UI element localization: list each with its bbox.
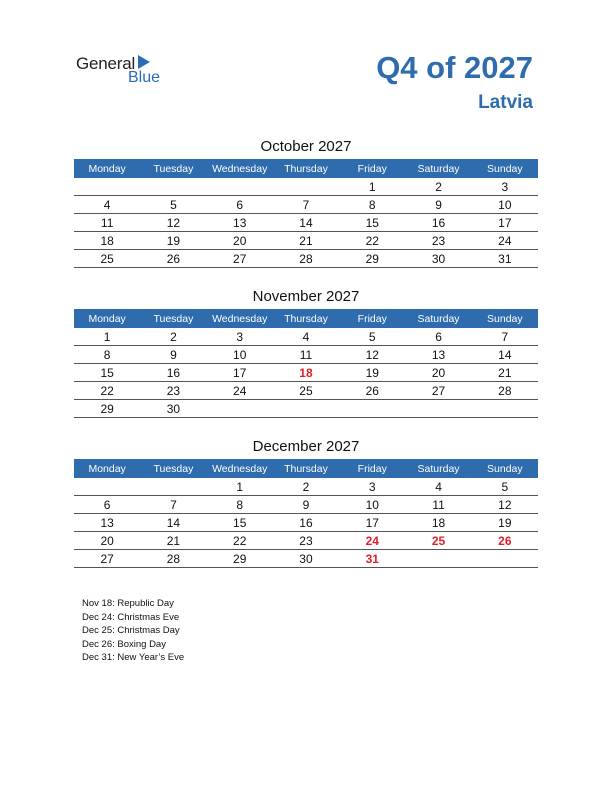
holiday-day-cell: 26 <box>472 532 538 550</box>
day-cell: 8 <box>74 346 140 364</box>
week-row <box>74 514 538 532</box>
week-row <box>74 250 538 268</box>
day-cell: 7 <box>472 328 538 346</box>
month-title: November 2027 <box>252 288 360 305</box>
weekday-header: Thursday <box>273 159 339 178</box>
day-cell: 19 <box>339 364 405 382</box>
weekday-header: Sunday <box>472 459 538 478</box>
day-cell: 18 <box>74 232 140 250</box>
day-cell: 16 <box>140 364 206 382</box>
day-cell: 15 <box>74 364 140 382</box>
weekday-header: Tuesday <box>140 159 206 178</box>
day-cell: 30 <box>140 400 206 418</box>
weekday-header: Friday <box>339 459 405 478</box>
weekday-header: Sunday <box>472 309 538 328</box>
day-cell: 14 <box>273 214 339 232</box>
day-cell: 25 <box>74 250 140 268</box>
day-cell: 3 <box>207 328 273 346</box>
week-row <box>74 214 538 232</box>
day-cell: 5 <box>339 328 405 346</box>
day-cell: 8 <box>207 496 273 514</box>
weekday-header: Saturday <box>405 459 471 478</box>
week-row <box>74 232 538 250</box>
week-row <box>74 550 538 568</box>
week-row <box>74 496 538 514</box>
week-row <box>74 364 538 382</box>
empty-day-cell <box>140 178 206 196</box>
day-cell: 24 <box>207 382 273 400</box>
weekday-header: Monday <box>74 459 140 478</box>
empty-day-cell <box>140 478 206 496</box>
holiday-day-cell: 31 <box>339 550 405 568</box>
weekday-header: Monday <box>74 309 140 328</box>
weekday-header: Tuesday <box>140 459 206 478</box>
weekday-header: Friday <box>339 309 405 328</box>
empty-day-cell <box>207 178 273 196</box>
country-name: Latvia <box>478 92 533 113</box>
day-cell: 26 <box>339 382 405 400</box>
weekday-header: Saturday <box>405 309 471 328</box>
week-row <box>74 400 538 418</box>
weekday-header-row <box>74 309 538 328</box>
weekday-header: Wednesday <box>207 159 273 178</box>
day-cell: 11 <box>405 496 471 514</box>
day-cell: 24 <box>472 232 538 250</box>
day-cell: 31 <box>472 250 538 268</box>
empty-day-cell <box>472 550 538 568</box>
day-cell: 4 <box>74 196 140 214</box>
day-cell: 10 <box>472 196 538 214</box>
day-cell: 2 <box>405 178 471 196</box>
day-cell: 6 <box>74 496 140 514</box>
day-cell: 10 <box>339 496 405 514</box>
weekday-header: Wednesday <box>207 459 273 478</box>
week-row <box>74 328 538 346</box>
day-cell: 30 <box>405 250 471 268</box>
day-cell: 20 <box>207 232 273 250</box>
day-cell: 12 <box>140 214 206 232</box>
day-cell: 4 <box>273 328 339 346</box>
month-october <box>74 137 538 268</box>
holiday-day-cell: 24 <box>339 532 405 550</box>
day-cell: 3 <box>472 178 538 196</box>
calendar-table <box>74 309 538 418</box>
day-cell: 19 <box>140 232 206 250</box>
day-cell: 12 <box>472 496 538 514</box>
day-cell: 5 <box>140 196 206 214</box>
month-december <box>74 437 538 568</box>
empty-day-cell <box>207 400 273 418</box>
day-cell: 2 <box>140 328 206 346</box>
week-row <box>74 478 538 496</box>
day-cell: 15 <box>339 214 405 232</box>
day-cell: 1 <box>74 328 140 346</box>
calendar-table <box>74 159 538 268</box>
day-cell: 29 <box>74 400 140 418</box>
weekday-header: Friday <box>339 159 405 178</box>
day-cell: 15 <box>207 514 273 532</box>
day-cell: 28 <box>472 382 538 400</box>
day-cell: 19 <box>472 514 538 532</box>
month-november <box>74 287 538 418</box>
day-cell: 11 <box>74 214 140 232</box>
day-cell: 29 <box>207 550 273 568</box>
month-title: October 2027 <box>260 138 352 155</box>
day-cell: 17 <box>339 514 405 532</box>
holiday-item: Dec 24: Christmas Eve <box>82 611 180 623</box>
day-cell: 17 <box>472 214 538 232</box>
day-cell: 28 <box>273 250 339 268</box>
empty-day-cell <box>273 178 339 196</box>
day-cell: 11 <box>273 346 339 364</box>
empty-day-cell <box>405 550 471 568</box>
day-cell: 30 <box>273 550 339 568</box>
week-row <box>74 382 538 400</box>
weekday-header: Sunday <box>472 159 538 178</box>
day-cell: 3 <box>339 478 405 496</box>
day-cell: 10 <box>207 346 273 364</box>
day-cell: 9 <box>140 346 206 364</box>
day-cell: 16 <box>405 214 471 232</box>
logo-flag-icon <box>138 55 150 69</box>
weekday-header: Thursday <box>273 309 339 328</box>
month-title: December 2027 <box>252 438 360 455</box>
weekday-header: Wednesday <box>207 309 273 328</box>
holiday-item: Dec 25: Christmas Day <box>82 625 180 636</box>
weekday-header: Thursday <box>273 459 339 478</box>
day-cell: 29 <box>339 250 405 268</box>
day-cell: 21 <box>273 232 339 250</box>
day-cell: 5 <box>472 478 538 496</box>
holiday-day-cell: 18 <box>273 364 339 382</box>
day-cell: 7 <box>273 196 339 214</box>
week-row <box>74 346 538 364</box>
day-cell: 28 <box>140 550 206 568</box>
week-row <box>74 532 538 550</box>
empty-day-cell <box>405 400 471 418</box>
holiday-list <box>82 597 184 665</box>
day-cell: 13 <box>405 346 471 364</box>
empty-day-cell <box>472 400 538 418</box>
weekday-header-row <box>74 459 538 478</box>
empty-day-cell <box>339 400 405 418</box>
holiday-item: Nov 18: Republic Day <box>82 598 174 609</box>
logo <box>76 52 176 88</box>
day-cell: 21 <box>472 364 538 382</box>
day-cell: 18 <box>405 514 471 532</box>
day-cell: 23 <box>405 232 471 250</box>
day-cell: 23 <box>140 382 206 400</box>
calendar-table <box>74 459 538 568</box>
day-cell: 20 <box>74 532 140 550</box>
day-cell: 7 <box>140 496 206 514</box>
week-row <box>74 178 538 196</box>
page-title: Q4 of 2027 <box>376 50 533 85</box>
day-cell: 14 <box>472 346 538 364</box>
weekday-header-row <box>74 159 538 178</box>
logo-general-text: General <box>76 54 136 73</box>
day-cell: 13 <box>207 214 273 232</box>
day-cell: 16 <box>273 514 339 532</box>
day-cell: 12 <box>339 346 405 364</box>
day-cell: 6 <box>207 196 273 214</box>
weekday-header: Saturday <box>405 159 471 178</box>
day-cell: 4 <box>405 478 471 496</box>
day-cell: 13 <box>74 514 140 532</box>
day-cell: 6 <box>405 328 471 346</box>
day-cell: 9 <box>405 196 471 214</box>
day-cell: 1 <box>339 178 405 196</box>
week-row <box>74 196 538 214</box>
day-cell: 14 <box>140 514 206 532</box>
day-cell: 22 <box>207 532 273 550</box>
empty-day-cell <box>273 400 339 418</box>
weekday-header: Tuesday <box>140 309 206 328</box>
day-cell: 22 <box>74 382 140 400</box>
logo-blue-text: Blue <box>128 69 161 86</box>
day-cell: 17 <box>207 364 273 382</box>
day-cell: 23 <box>273 532 339 550</box>
day-cell: 27 <box>405 382 471 400</box>
day-cell: 27 <box>207 250 273 268</box>
day-cell: 1 <box>207 478 273 496</box>
day-cell: 8 <box>339 196 405 214</box>
holiday-item: Dec 31: New Year’s Eve <box>82 652 185 663</box>
empty-day-cell <box>74 478 140 496</box>
day-cell: 2 <box>273 478 339 496</box>
holiday-day-cell: 25 <box>405 532 471 550</box>
holiday-item: Dec 26: Boxing Day <box>82 638 166 650</box>
day-cell: 25 <box>273 382 339 400</box>
day-cell: 21 <box>140 532 206 550</box>
empty-day-cell <box>74 178 140 196</box>
day-cell: 27 <box>74 550 140 568</box>
day-cell: 26 <box>140 250 206 268</box>
day-cell: 9 <box>273 496 339 514</box>
day-cell: 22 <box>339 232 405 250</box>
day-cell: 20 <box>405 364 471 382</box>
weekday-header: Monday <box>74 159 140 178</box>
